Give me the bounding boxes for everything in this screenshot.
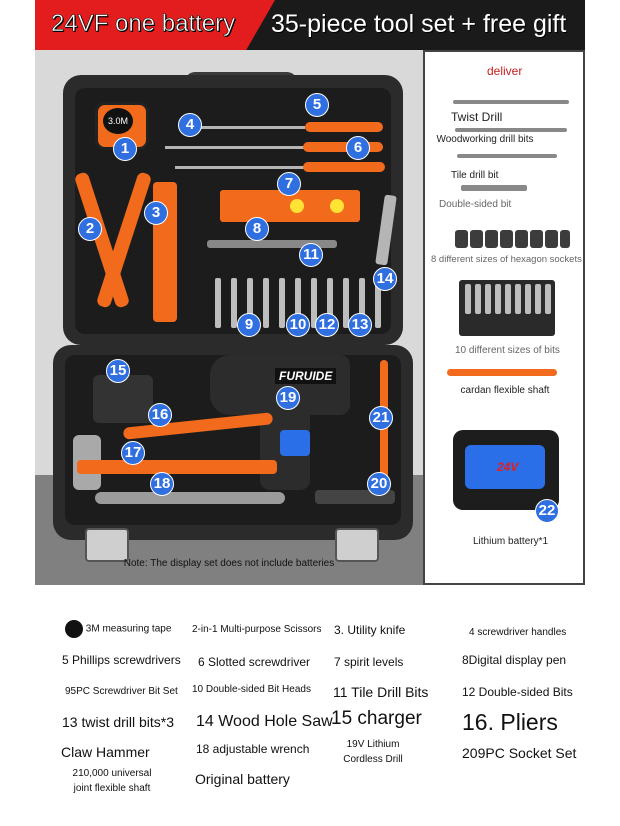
battery-note: Note: The display set does not include batteries [123, 558, 335, 569]
socket-icon [560, 230, 570, 248]
battery-label: Lithium battery*1 [473, 536, 549, 547]
case-latch-left [85, 528, 129, 562]
marker-4: 4 [178, 113, 202, 137]
legend-item-18: 18 adjustable wrench [196, 742, 310, 756]
legend-item-6: 6 Slotted screwdriver [198, 655, 311, 669]
socket-icon [530, 230, 543, 248]
bit-icon [515, 284, 521, 314]
bit-icon [495, 284, 501, 314]
legend-item-3: 3. Utility knife [334, 623, 406, 637]
legend-text: 3M measuring tape [85, 623, 172, 635]
screwdriver-shaft-1 [195, 126, 305, 129]
marker-11: 11 [299, 243, 323, 267]
bit-icon [535, 284, 541, 314]
screwdriver-handle-1 [305, 122, 383, 132]
marker-7: 7 [277, 172, 301, 196]
marker-9: 9 [237, 313, 261, 337]
level-vial [290, 199, 304, 213]
legend-item-16: 16. Pliers [462, 709, 558, 735]
legend-item-11: 11 Tile Drill Bits [333, 684, 429, 700]
marker-10: 10 [286, 313, 310, 337]
marker-3: 3 [144, 201, 168, 225]
marker-21: 21 [369, 406, 393, 430]
socket-icon [470, 230, 483, 248]
cordless-drill-battery [280, 430, 310, 456]
legend-item-4: 4 screwdriver handles [469, 627, 567, 638]
drill-brand-label: FURUIDE [275, 368, 336, 384]
legend-item-15: 15 charger [331, 708, 422, 729]
screwdriver-handle-3 [303, 162, 385, 172]
bit-icon [525, 284, 531, 314]
bit [215, 278, 221, 328]
legend-item-14: 14 Wood Hole Saw [196, 713, 333, 730]
twist-drill-bit-icon [453, 100, 569, 104]
bit [263, 278, 269, 328]
deliver-label: deliver [487, 64, 523, 78]
cardan-label: cardan flexible shaft [460, 385, 550, 396]
cardan-shaft-icon [447, 369, 557, 376]
socket-icon [485, 230, 498, 248]
screwdriver-shaft-3 [175, 166, 305, 169]
marker-1: 1 [113, 137, 137, 161]
measuring-tape-label: 3.0M [103, 108, 133, 134]
legend-item-22: Original battery [195, 771, 290, 787]
banner-toolset-text: 35-piece tool set + free gift [271, 10, 567, 38]
bit-icon [505, 284, 511, 314]
charger [93, 375, 153, 423]
level-vial [330, 199, 344, 213]
marker-6: 6 [346, 136, 370, 160]
marker-20: 20 [367, 472, 391, 496]
bit-box-icon [459, 280, 555, 336]
legend-item-20: 209PC Socket Set [462, 745, 577, 761]
marker-22: 22 [535, 499, 559, 523]
legend-item-21: 210,000 universal joint flexible shaft [72, 768, 152, 794]
marker-18: 18 [150, 472, 174, 496]
legend-item-12: 12 Double-sided Bits [462, 685, 573, 699]
legend-item-7: 7 spirit levels [334, 655, 404, 669]
bit [279, 278, 285, 328]
tile-bit-label: Tile drill bit [451, 170, 499, 181]
legend-item-2: 2-in-1 Multi-purpose Scissors [192, 624, 322, 635]
marker-12: 12 [315, 313, 339, 337]
claw-hammer [77, 460, 277, 474]
socket-icon [455, 230, 468, 248]
legend-item-1 [65, 620, 171, 638]
tile-bit-icon [457, 154, 557, 158]
marker-17: 17 [121, 441, 145, 465]
double-sided-bit-icon [461, 185, 527, 191]
marker-14: 14 [373, 267, 397, 291]
marker-19: 19 [276, 386, 300, 410]
woodworking-bit-icon [455, 128, 567, 132]
bit [231, 278, 237, 328]
battery-voltage-text: 24V [497, 460, 519, 474]
legend-item-9: 95PC Screwdriver Bit Set [65, 686, 178, 697]
bit-icon [545, 284, 551, 314]
marker-8: 8 [245, 217, 269, 241]
legend-item-17: Claw Hammer [61, 744, 150, 760]
bit-icon [475, 284, 481, 314]
socket-icon [500, 230, 513, 248]
hex-sockets-label: 8 different sizes of hexagon sockets [431, 254, 582, 265]
top-banner [35, 0, 585, 50]
marker-2: 2 [78, 217, 102, 241]
marker-16: 16 [148, 403, 172, 427]
bit-icon [465, 284, 471, 314]
product-photo [35, 50, 423, 585]
legend-bullet [65, 620, 83, 638]
bits10-label: 10 different sizes of bits [455, 345, 560, 356]
legend-item-19: 19V Lithium Cordless Drill [343, 739, 403, 765]
socket-icon [515, 230, 528, 248]
screwdriver-handle-2 [303, 142, 383, 152]
socket-icon [545, 230, 558, 248]
marker-15: 15 [106, 359, 130, 383]
double-sided-label: Double-sided bit [439, 199, 512, 210]
marker-5: 5 [305, 93, 329, 117]
banner-battery-text: 24VF one battery [51, 10, 236, 37]
legend-item-10: 10 Double-sided Bit Heads [192, 684, 311, 695]
adjustable-wrench [95, 492, 285, 504]
legend-item-8: 8Digital display pen [462, 653, 567, 667]
screwdriver-shaft-2 [165, 146, 305, 149]
accessories-panel [423, 50, 585, 585]
case-latch-right [335, 528, 379, 562]
legend-item-5: 5 Phillips screwdrivers [62, 653, 181, 667]
twist-drill-label: Twist Drill [451, 110, 503, 124]
woodworking-label: Woodworking drill bits [436, 134, 534, 145]
marker-13: 13 [348, 313, 372, 337]
bit-icon [485, 284, 491, 314]
legend-item-13: 13 twist drill bits*3 [62, 714, 175, 730]
